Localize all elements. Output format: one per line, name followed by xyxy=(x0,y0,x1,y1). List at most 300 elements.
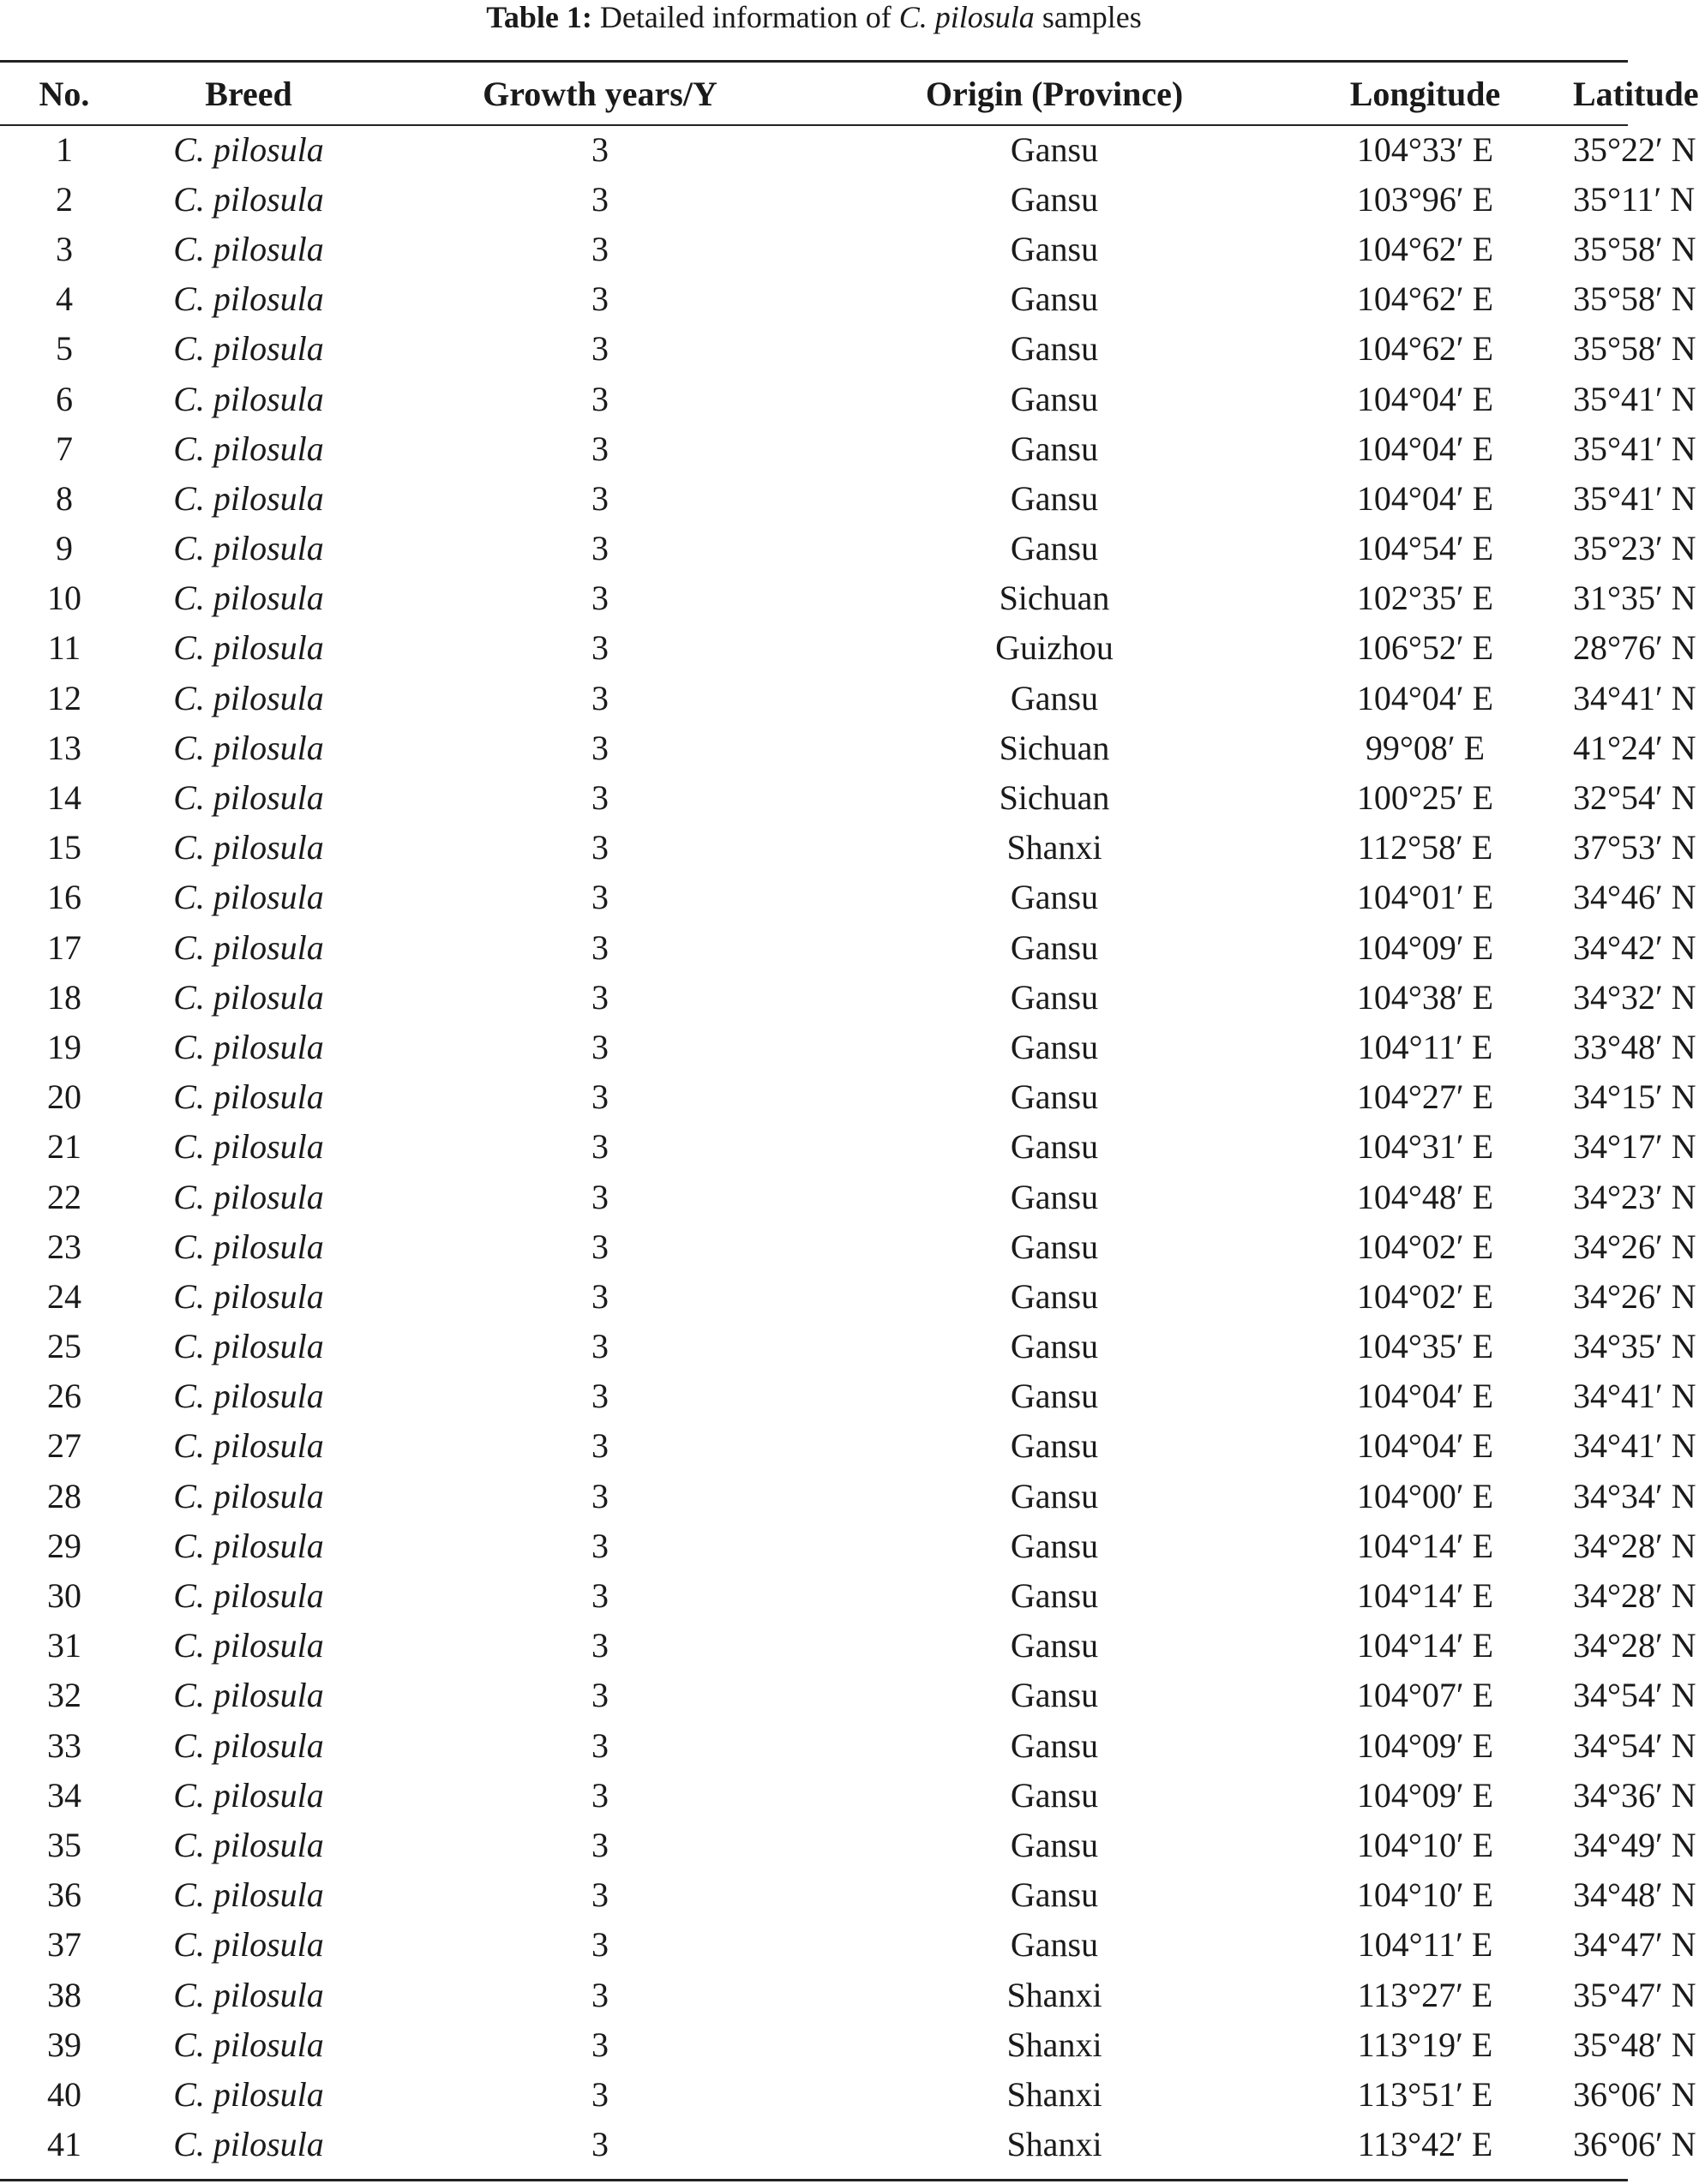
cell-origin: Shanxi xyxy=(1006,2125,1102,2164)
cell-latitude: 34°41′ N xyxy=(1573,1377,1696,1416)
table-bottom-rule xyxy=(0,2179,1628,2181)
cell-growth-years: 3 xyxy=(591,1676,609,1715)
cell-latitude: 34°15′ N xyxy=(1573,1077,1696,1117)
cell-breed: C. pilosula xyxy=(173,429,324,468)
cell-breed: C. pilosula xyxy=(173,878,324,917)
cell-origin: Gansu xyxy=(1010,1576,1099,1616)
cell-growth-years: 3 xyxy=(591,1177,609,1216)
table-row xyxy=(0,1970,1628,2019)
cell-breed: C. pilosula xyxy=(173,579,324,618)
cell-growth-years: 3 xyxy=(591,478,609,518)
cell-latitude: 34°47′ N xyxy=(1573,1925,1696,1965)
cell-longitude: 104°14′ E xyxy=(1356,1576,1494,1616)
table-row xyxy=(0,823,1628,873)
cell-latitude: 35°58′ N xyxy=(1573,329,1696,369)
cell-breed: C. pilosula xyxy=(173,778,324,818)
cell-origin: Gansu xyxy=(1010,529,1099,568)
cell-longitude: 104°38′ E xyxy=(1356,977,1494,1017)
cell-latitude: 34°32′ N xyxy=(1573,977,1696,1017)
cell-origin: Gansu xyxy=(1010,1177,1099,1216)
cell-latitude: 34°23′ N xyxy=(1573,1177,1696,1216)
cell-latitude: 35°23′ N xyxy=(1573,529,1696,568)
cell-latitude: 34°28′ N xyxy=(1573,1626,1696,1665)
cell-longitude: 104°09′ E xyxy=(1356,1725,1494,1765)
cell-longitude: 113°42′ E xyxy=(1357,2125,1493,2164)
cell-no: 24 xyxy=(47,1276,81,1316)
cell-growth-years: 3 xyxy=(591,878,609,917)
cell-origin: Sichuan xyxy=(999,778,1110,818)
cell-no: 8 xyxy=(56,478,73,518)
cell-origin: Gansu xyxy=(1010,129,1099,169)
cell-breed: C. pilosula xyxy=(173,229,324,268)
table-body xyxy=(0,124,1696,2169)
cell-origin: Gansu xyxy=(1010,1775,1099,1815)
cell-origin: Gansu xyxy=(1010,229,1099,268)
cell-latitude: 31°35′ N xyxy=(1573,579,1696,618)
cell-longitude: 106°52′ E xyxy=(1356,628,1494,668)
caption-label: Table 1: xyxy=(486,0,592,34)
cell-longitude: 104°35′ E xyxy=(1356,1327,1494,1366)
cell-no: 3 xyxy=(56,229,73,268)
cell-longitude: 104°04′ E xyxy=(1356,1377,1494,1416)
cell-origin: Gansu xyxy=(1010,329,1099,369)
cell-growth-years: 3 xyxy=(591,728,609,767)
cell-longitude: 104°27′ E xyxy=(1356,1077,1494,1117)
table-row xyxy=(0,1720,1628,1770)
table-row xyxy=(0,2120,1628,2169)
cell-longitude: 104°02′ E xyxy=(1356,1227,1494,1266)
cell-breed: C. pilosula xyxy=(173,2025,324,2064)
cell-growth-years: 3 xyxy=(591,1775,609,1815)
cell-breed: C. pilosula xyxy=(173,728,324,767)
cell-origin: Gansu xyxy=(1010,1377,1099,1416)
cell-no: 12 xyxy=(47,678,81,717)
cell-longitude: 104°11′ E xyxy=(1357,1925,1493,1965)
cell-origin: Gansu xyxy=(1010,1227,1099,1266)
cell-latitude: 28°76′ N xyxy=(1573,628,1696,668)
cell-origin: Gansu xyxy=(1010,1426,1099,1466)
cell-latitude: 34°41′ N xyxy=(1573,1426,1696,1466)
cell-growth-years: 3 xyxy=(591,1377,609,1416)
table-row xyxy=(0,1621,1628,1671)
cell-growth-years: 3 xyxy=(591,628,609,668)
table-row xyxy=(0,972,1628,1022)
cell-no: 19 xyxy=(47,1027,81,1066)
cell-breed: C. pilosula xyxy=(173,1127,324,1167)
cell-breed: C. pilosula xyxy=(173,927,324,967)
cell-longitude: 113°19′ E xyxy=(1357,2025,1493,2064)
cell-breed: C. pilosula xyxy=(173,1276,324,1316)
cell-latitude: 35°22′ N xyxy=(1573,129,1696,169)
cell-longitude: 104°10′ E xyxy=(1356,1825,1494,1864)
caption-text-after: samples xyxy=(1042,0,1142,34)
cell-origin: Gansu xyxy=(1010,1027,1099,1066)
cell-longitude: 104°09′ E xyxy=(1356,1775,1494,1815)
table-row xyxy=(0,473,1628,523)
header-breed: Breed xyxy=(205,74,292,113)
cell-growth-years: 3 xyxy=(591,977,609,1017)
cell-breed: C. pilosula xyxy=(173,1526,324,1565)
cell-growth-years: 3 xyxy=(591,678,609,717)
cell-breed: C. pilosula xyxy=(173,1825,324,1864)
cell-breed: C. pilosula xyxy=(173,179,324,219)
caption-species: C. pilosula xyxy=(898,0,1035,34)
table-row xyxy=(0,673,1628,723)
cell-breed: C. pilosula xyxy=(173,1775,324,1815)
cell-growth-years: 3 xyxy=(591,279,609,319)
cell-no: 39 xyxy=(47,2025,81,2064)
table-row xyxy=(0,524,1628,573)
cell-latitude: 34°34′ N xyxy=(1573,1476,1696,1515)
cell-no: 18 xyxy=(47,977,81,1017)
table-row xyxy=(0,1671,1628,1720)
cell-longitude: 112°58′ E xyxy=(1357,828,1493,867)
cell-breed: C. pilosula xyxy=(173,1626,324,1665)
cell-origin: Gansu xyxy=(1010,429,1099,468)
cell-no: 35 xyxy=(47,1825,81,1864)
cell-latitude: 34°54′ N xyxy=(1573,1725,1696,1765)
cell-no: 7 xyxy=(56,429,73,468)
cell-longitude: 104°14′ E xyxy=(1356,1526,1494,1565)
cell-breed: C. pilosula xyxy=(173,1975,324,2014)
cell-origin: Gansu xyxy=(1010,179,1099,219)
cell-longitude: 104°04′ E xyxy=(1356,478,1494,518)
cell-no: 30 xyxy=(47,1576,81,1616)
cell-longitude: 104°01′ E xyxy=(1356,878,1494,917)
cell-growth-years: 3 xyxy=(591,2125,609,2164)
cell-no: 11 xyxy=(47,628,81,668)
header-origin: Origin (Province) xyxy=(925,74,1184,113)
cell-origin: Gansu xyxy=(1010,1626,1099,1665)
cell-longitude: 104°62′ E xyxy=(1356,329,1494,369)
cell-growth-years: 3 xyxy=(591,1426,609,1466)
table-row xyxy=(0,374,1628,423)
cell-growth-years: 3 xyxy=(591,1476,609,1515)
cell-no: 17 xyxy=(47,927,81,967)
table-header-row xyxy=(0,63,1628,124)
table-row xyxy=(0,1770,1628,1820)
cell-no: 36 xyxy=(47,1875,81,1915)
cell-growth-years: 3 xyxy=(591,1825,609,1864)
cell-growth-years: 3 xyxy=(591,1925,609,1965)
cell-longitude: 104°04′ E xyxy=(1356,1426,1494,1466)
cell-latitude: 35°41′ N xyxy=(1573,429,1696,468)
cell-breed: C. pilosula xyxy=(173,1327,324,1366)
cell-no: 41 xyxy=(47,2125,81,2164)
cell-longitude: 104°54′ E xyxy=(1356,529,1494,568)
cell-no: 14 xyxy=(47,778,81,818)
cell-growth-years: 3 xyxy=(591,1327,609,1366)
cell-breed: C. pilosula xyxy=(173,529,324,568)
cell-growth-years: 3 xyxy=(591,1276,609,1316)
cell-latitude: 35°47′ N xyxy=(1573,1975,1696,2014)
cell-no: 34 xyxy=(47,1775,81,1815)
cell-longitude: 103°96′ E xyxy=(1356,179,1494,219)
cell-latitude: 34°46′ N xyxy=(1573,878,1696,917)
cell-origin: Gansu xyxy=(1010,1327,1099,1366)
samples-table xyxy=(0,63,1699,2169)
cell-growth-years: 3 xyxy=(591,828,609,867)
cell-origin: Gansu xyxy=(1010,927,1099,967)
cell-latitude: 33°48′ N xyxy=(1573,1027,1696,1066)
cell-breed: C. pilosula xyxy=(173,478,324,518)
cell-longitude: 104°00′ E xyxy=(1356,1476,1494,1515)
cell-no: 13 xyxy=(47,728,81,767)
cell-growth-years: 3 xyxy=(591,1576,609,1616)
table-row xyxy=(0,1521,1628,1570)
cell-no: 15 xyxy=(47,828,81,867)
cell-latitude: 34°28′ N xyxy=(1573,1576,1696,1616)
cell-latitude: 34°17′ N xyxy=(1573,1127,1696,1167)
header-growth-years: Growth years/Y xyxy=(483,74,717,113)
cell-longitude: 113°51′ E xyxy=(1357,2074,1493,2114)
cell-latitude: 41°24′ N xyxy=(1573,728,1696,767)
table-row xyxy=(0,423,1628,473)
table-row xyxy=(0,124,1628,174)
table-row xyxy=(0,274,1628,324)
cell-no: 21 xyxy=(47,1127,81,1167)
cell-breed: C. pilosula xyxy=(173,1875,324,1915)
cell-growth-years: 3 xyxy=(591,1626,609,1665)
cell-latitude: 34°42′ N xyxy=(1573,927,1696,967)
table-row xyxy=(0,1920,1628,1970)
cell-latitude: 35°11′ N xyxy=(1573,179,1696,219)
cell-origin: Gansu xyxy=(1010,977,1099,1017)
cell-latitude: 34°35′ N xyxy=(1573,1327,1696,1366)
cell-origin: Shanxi xyxy=(1006,1975,1102,2014)
cell-origin: Gansu xyxy=(1010,1526,1099,1565)
cell-growth-years: 3 xyxy=(591,579,609,618)
cell-breed: C. pilosula xyxy=(173,828,324,867)
table-row xyxy=(0,1570,1628,1620)
cell-breed: C. pilosula xyxy=(173,1177,324,1216)
cell-no: 5 xyxy=(56,329,73,369)
cell-growth-years: 3 xyxy=(591,1027,609,1066)
cell-origin: Shanxi xyxy=(1006,2074,1102,2114)
cell-growth-years: 3 xyxy=(591,329,609,369)
table-row xyxy=(0,772,1628,822)
cell-origin: Shanxi xyxy=(1006,828,1102,867)
cell-breed: C. pilosula xyxy=(173,977,324,1017)
cell-breed: C. pilosula xyxy=(173,678,324,717)
cell-growth-years: 3 xyxy=(591,129,609,169)
table-row xyxy=(0,1122,1628,1172)
cell-no: 37 xyxy=(47,1925,81,1965)
header-latitude: Latitude xyxy=(1573,74,1699,113)
cell-latitude: 36°06′ N xyxy=(1573,2074,1696,2114)
cell-latitude: 35°41′ N xyxy=(1573,478,1696,518)
cell-latitude: 34°26′ N xyxy=(1573,1276,1696,1316)
cell-latitude: 34°48′ N xyxy=(1573,1875,1696,1915)
cell-no: 29 xyxy=(47,1526,81,1565)
cell-longitude: 104°09′ E xyxy=(1356,927,1494,967)
cell-breed: C. pilosula xyxy=(173,2125,324,2164)
cell-origin: Gansu xyxy=(1010,878,1099,917)
cell-no: 31 xyxy=(47,1626,81,1665)
cell-growth-years: 3 xyxy=(591,1725,609,1765)
cell-origin: Sichuan xyxy=(999,579,1110,618)
table-row xyxy=(0,1022,1628,1071)
cell-growth-years: 3 xyxy=(591,1077,609,1117)
cell-no: 20 xyxy=(47,1077,81,1117)
cell-no: 27 xyxy=(47,1426,81,1466)
table-row xyxy=(0,1371,1628,1421)
cell-breed: C. pilosula xyxy=(173,1476,324,1515)
table-row xyxy=(0,573,1628,623)
cell-growth-years: 3 xyxy=(591,1127,609,1167)
cell-latitude: 35°58′ N xyxy=(1573,279,1696,319)
cell-no: 4 xyxy=(56,279,73,319)
table-row xyxy=(0,922,1628,972)
cell-no: 10 xyxy=(47,579,81,618)
cell-growth-years: 3 xyxy=(591,927,609,967)
cell-latitude: 34°36′ N xyxy=(1573,1775,1696,1815)
cell-growth-years: 3 xyxy=(591,2074,609,2114)
cell-growth-years: 3 xyxy=(591,429,609,468)
cell-growth-years: 3 xyxy=(591,778,609,818)
cell-growth-years: 3 xyxy=(591,1227,609,1266)
cell-breed: C. pilosula xyxy=(173,1426,324,1466)
cell-origin: Gansu xyxy=(1010,379,1099,418)
header-no: No. xyxy=(39,74,90,113)
cell-origin: Gansu xyxy=(1010,279,1099,319)
cell-longitude: 104°62′ E xyxy=(1356,279,1494,319)
cell-longitude: 113°27′ E xyxy=(1357,1975,1493,2014)
table-row xyxy=(0,174,1628,224)
cell-origin: Gansu xyxy=(1010,1077,1099,1117)
cell-origin: Gansu xyxy=(1010,1825,1099,1864)
cell-no: 28 xyxy=(47,1476,81,1515)
cell-origin: Gansu xyxy=(1010,1676,1099,1715)
cell-latitude: 34°41′ N xyxy=(1573,678,1696,717)
cell-longitude: 104°14′ E xyxy=(1356,1626,1494,1665)
cell-longitude: 104°62′ E xyxy=(1356,229,1494,268)
cell-no: 25 xyxy=(47,1327,81,1366)
table-row xyxy=(0,324,1628,374)
cell-latitude: 37°53′ N xyxy=(1573,828,1696,867)
cell-origin: Sichuan xyxy=(999,728,1110,767)
table-row xyxy=(0,1820,1628,1869)
table-row xyxy=(0,723,1628,772)
table-row xyxy=(0,1421,1628,1471)
cell-no: 33 xyxy=(47,1725,81,1765)
cell-breed: C. pilosula xyxy=(173,129,324,169)
table-row xyxy=(0,1322,1628,1371)
cell-latitude: 35°48′ N xyxy=(1573,2025,1696,2064)
cell-no: 22 xyxy=(47,1177,81,1216)
cell-longitude: 104°10′ E xyxy=(1356,1875,1494,1915)
cell-longitude: 104°31′ E xyxy=(1356,1127,1494,1167)
cell-longitude: 99°08′ E xyxy=(1365,728,1486,767)
cell-latitude: 32°54′ N xyxy=(1573,778,1696,818)
cell-growth-years: 3 xyxy=(591,2025,609,2064)
table-row xyxy=(0,1172,1628,1221)
cell-no: 9 xyxy=(56,529,73,568)
cell-no: 1 xyxy=(56,129,73,169)
cell-origin: Gansu xyxy=(1010,678,1099,717)
cell-breed: C. pilosula xyxy=(173,628,324,668)
table-row xyxy=(0,1271,1628,1321)
table-row xyxy=(0,623,1628,673)
cell-no: 16 xyxy=(47,878,81,917)
cell-longitude: 104°48′ E xyxy=(1356,1177,1494,1216)
cell-longitude: 104°04′ E xyxy=(1356,379,1494,418)
header-longitude: Longitude xyxy=(1349,74,1501,113)
cell-longitude: 104°04′ E xyxy=(1356,678,1494,717)
table-row xyxy=(0,1870,1628,1920)
table-row xyxy=(0,1471,1628,1521)
cell-breed: C. pilosula xyxy=(173,1077,324,1117)
table-row xyxy=(0,2019,1628,2069)
cell-origin: Gansu xyxy=(1010,1925,1099,1965)
cell-no: 23 xyxy=(47,1227,81,1266)
cell-origin: Guizhou xyxy=(995,628,1114,668)
cell-origin: Gansu xyxy=(1010,1725,1099,1765)
cell-longitude: 100°25′ E xyxy=(1356,778,1494,818)
cell-origin: Gansu xyxy=(1010,1875,1099,1915)
cell-origin: Shanxi xyxy=(1006,2025,1102,2064)
cell-breed: C. pilosula xyxy=(173,329,324,369)
table-caption xyxy=(0,0,1628,34)
cell-breed: C. pilosula xyxy=(173,279,324,319)
cell-latitude: 36°06′ N xyxy=(1573,2125,1696,2164)
cell-breed: C. pilosula xyxy=(173,2074,324,2114)
cell-longitude: 104°11′ E xyxy=(1357,1027,1493,1066)
table-row xyxy=(0,1221,1628,1271)
cell-origin: Gansu xyxy=(1010,478,1099,518)
cell-no: 32 xyxy=(47,1676,81,1715)
cell-no: 6 xyxy=(56,379,73,418)
cell-breed: C. pilosula xyxy=(173,1676,324,1715)
cell-no: 2 xyxy=(56,179,73,219)
cell-no: 26 xyxy=(47,1377,81,1416)
cell-breed: C. pilosula xyxy=(173,1725,324,1765)
cell-no: 40 xyxy=(47,2074,81,2114)
caption-text-before: Detailed information of xyxy=(599,0,892,34)
cell-latitude: 35°41′ N xyxy=(1573,379,1696,418)
cell-latitude: 34°28′ N xyxy=(1573,1526,1696,1565)
cell-breed: C. pilosula xyxy=(173,1027,324,1066)
cell-breed: C. pilosula xyxy=(173,1227,324,1266)
cell-origin: Gansu xyxy=(1010,1127,1099,1167)
cell-origin: Gansu xyxy=(1010,1476,1099,1515)
cell-growth-years: 3 xyxy=(591,379,609,418)
cell-breed: C. pilosula xyxy=(173,1576,324,1616)
table-row xyxy=(0,1072,1628,1122)
cell-longitude: 104°04′ E xyxy=(1356,429,1494,468)
cell-breed: C. pilosula xyxy=(173,379,324,418)
cell-latitude: 34°54′ N xyxy=(1573,1676,1696,1715)
cell-growth-years: 3 xyxy=(591,179,609,219)
cell-latitude: 35°58′ N xyxy=(1573,229,1696,268)
cell-growth-years: 3 xyxy=(591,1526,609,1565)
cell-origin: Gansu xyxy=(1010,1276,1099,1316)
cell-growth-years: 3 xyxy=(591,529,609,568)
table-row xyxy=(0,224,1628,273)
cell-breed: C. pilosula xyxy=(173,1925,324,1965)
cell-breed: C. pilosula xyxy=(173,1377,324,1416)
cell-growth-years: 3 xyxy=(591,1875,609,1915)
cell-growth-years: 3 xyxy=(591,229,609,268)
cell-longitude: 102°35′ E xyxy=(1356,579,1494,618)
table-row xyxy=(0,2069,1628,2119)
cell-growth-years: 3 xyxy=(591,1975,609,2014)
cell-no: 38 xyxy=(47,1975,81,2014)
cell-longitude: 104°33′ E xyxy=(1356,129,1494,169)
cell-latitude: 34°26′ N xyxy=(1573,1227,1696,1266)
cell-longitude: 104°07′ E xyxy=(1356,1676,1494,1715)
cell-longitude: 104°02′ E xyxy=(1356,1276,1494,1316)
